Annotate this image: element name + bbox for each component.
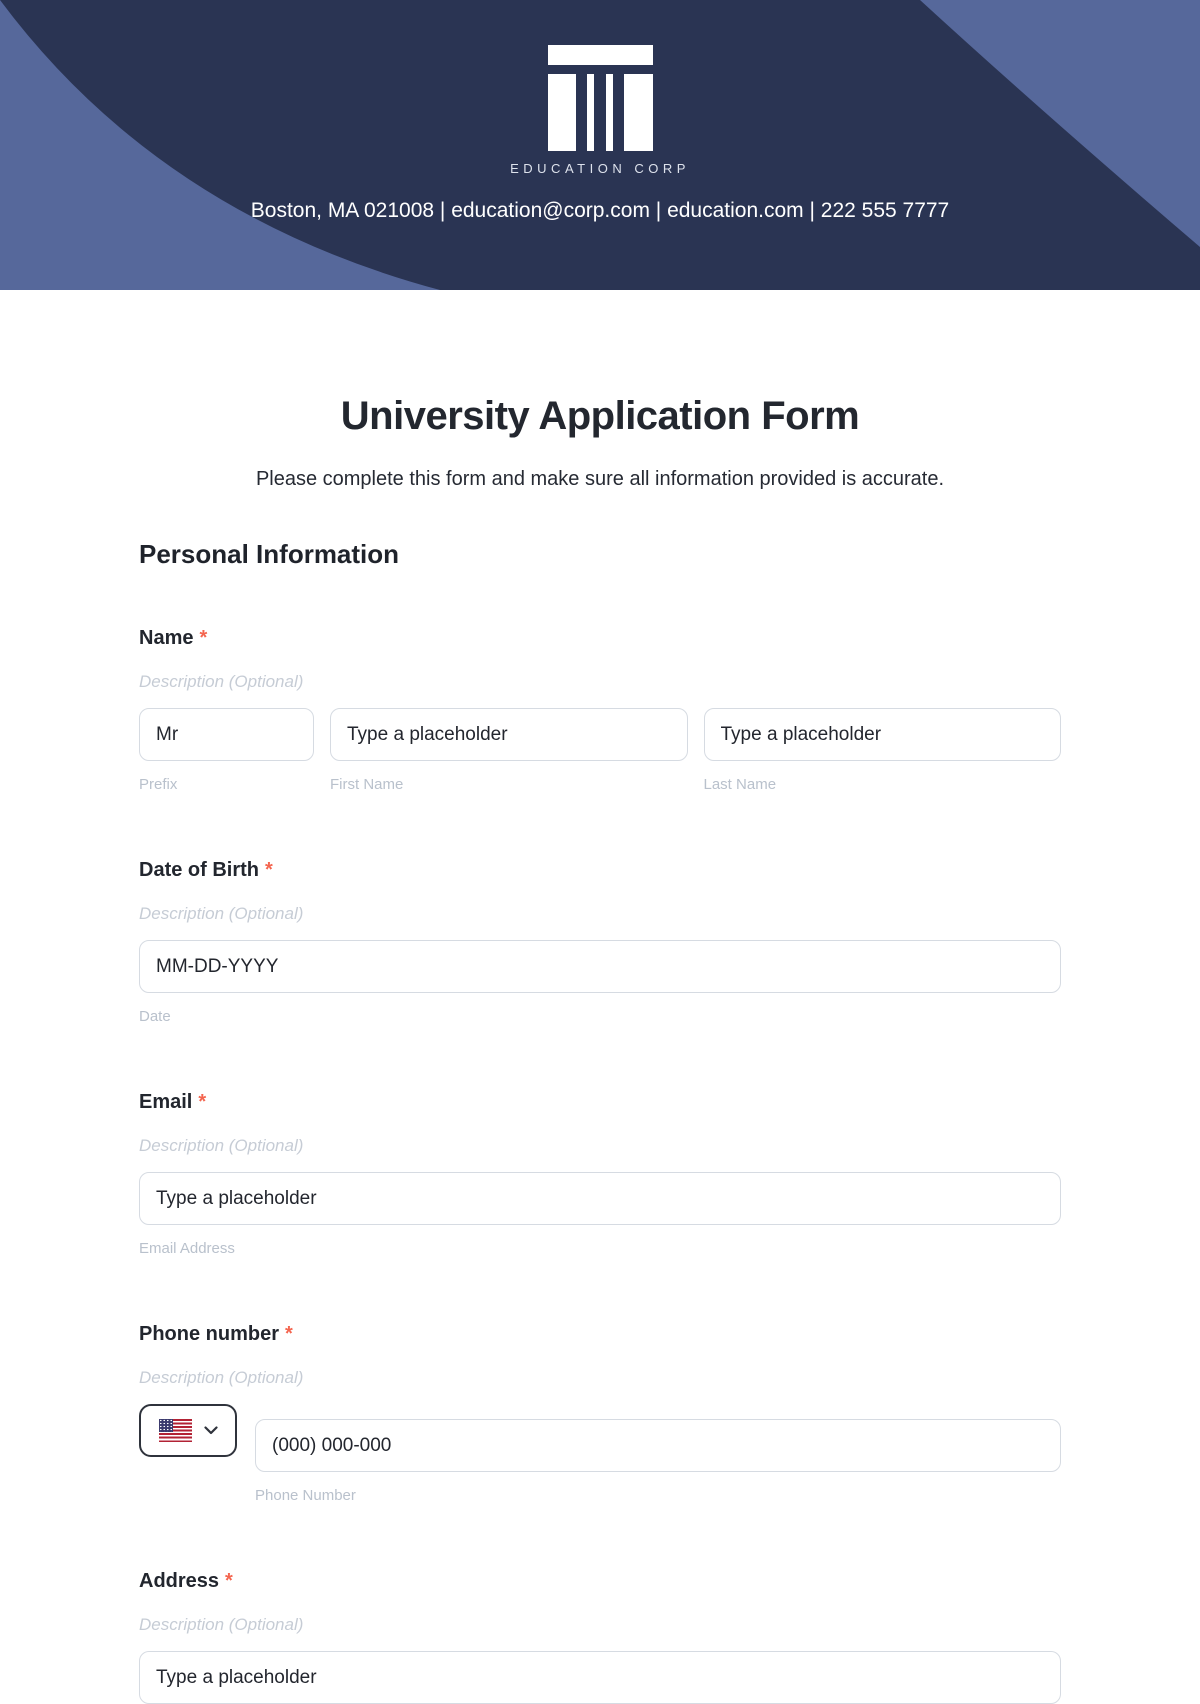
header-content xyxy=(0,0,1200,223)
date-sublabel: Date xyxy=(139,1008,171,1025)
email-address-sublabel: Email Address xyxy=(139,1240,235,1257)
name-sublabel-row xyxy=(139,775,1061,795)
page-title: University Application Form xyxy=(340,394,860,438)
phone-input-row xyxy=(139,1404,1061,1472)
field-group-phone-number xyxy=(139,1321,1061,1506)
contact-line: Boston, MA 021008 | education@corp.com | education.com | 222 555 7777 xyxy=(250,199,950,222)
email-input[interactable] xyxy=(139,1172,1061,1225)
field-group-email xyxy=(139,1089,1061,1259)
logo-roof-bar xyxy=(548,45,653,65)
required-asterisk: * xyxy=(265,859,273,881)
logo-column-bar xyxy=(606,74,613,151)
logo-column-bar xyxy=(587,74,594,151)
chevron-down-icon xyxy=(204,1426,218,1435)
field-group-address xyxy=(139,1568,1061,1704)
name-description: Description (Optional) xyxy=(139,672,304,691)
logo-column-bar xyxy=(624,74,653,151)
prefix-sublabel: Prefix xyxy=(139,776,178,793)
us-flag-icon xyxy=(159,1419,192,1442)
logo-column-bar xyxy=(548,74,576,151)
required-asterisk: * xyxy=(285,1323,293,1345)
required-asterisk: * xyxy=(198,1091,207,1113)
email-label: Email * xyxy=(139,1091,207,1113)
name-label: Name * xyxy=(139,627,208,649)
brand-name: EDUCATION CORP xyxy=(510,161,690,176)
prefix-input[interactable] xyxy=(139,708,314,761)
date-of-birth-input[interactable] xyxy=(139,940,1061,993)
date-of-birth-label: Date of Birth * xyxy=(139,859,273,881)
last-name-sublabel: Last Name xyxy=(703,776,777,793)
phone-number-description: Description (Optional) xyxy=(139,1368,304,1387)
required-asterisk: * xyxy=(225,1570,233,1592)
education-corp-logo xyxy=(0,45,1200,151)
first-name-input[interactable] xyxy=(330,708,688,761)
phone-number-input[interactable] xyxy=(255,1419,1061,1472)
phone-number-sublabel: Phone Number xyxy=(255,1487,356,1504)
address-description: Description (Optional) xyxy=(139,1615,304,1634)
phone-number-label: Phone number * xyxy=(139,1323,293,1345)
last-name-input[interactable] xyxy=(704,708,1062,761)
email-sublabel-row xyxy=(139,1239,1061,1259)
address-label: Address * xyxy=(139,1570,233,1592)
date-sublabel-row xyxy=(139,1007,1061,1027)
field-group-name xyxy=(139,625,1061,795)
country-code-dropdown[interactable] xyxy=(139,1404,237,1457)
date-of-birth-description: Description (Optional) xyxy=(139,904,304,923)
first-name-sublabel: First Name xyxy=(330,776,404,793)
form-page xyxy=(139,392,1061,1704)
required-asterisk: * xyxy=(199,627,208,649)
email-description: Description (Optional) xyxy=(139,1136,304,1155)
page-subtitle: Please complete this form and make sure all information provided is accurate. xyxy=(255,468,945,490)
logo-columns-icon xyxy=(0,74,1200,151)
name-input-row xyxy=(139,708,1061,761)
header-banner xyxy=(0,0,1200,290)
field-group-date-of-birth xyxy=(139,857,1061,1027)
section-heading-personal-information: Personal Information xyxy=(139,539,400,569)
address-input[interactable] xyxy=(139,1651,1061,1704)
